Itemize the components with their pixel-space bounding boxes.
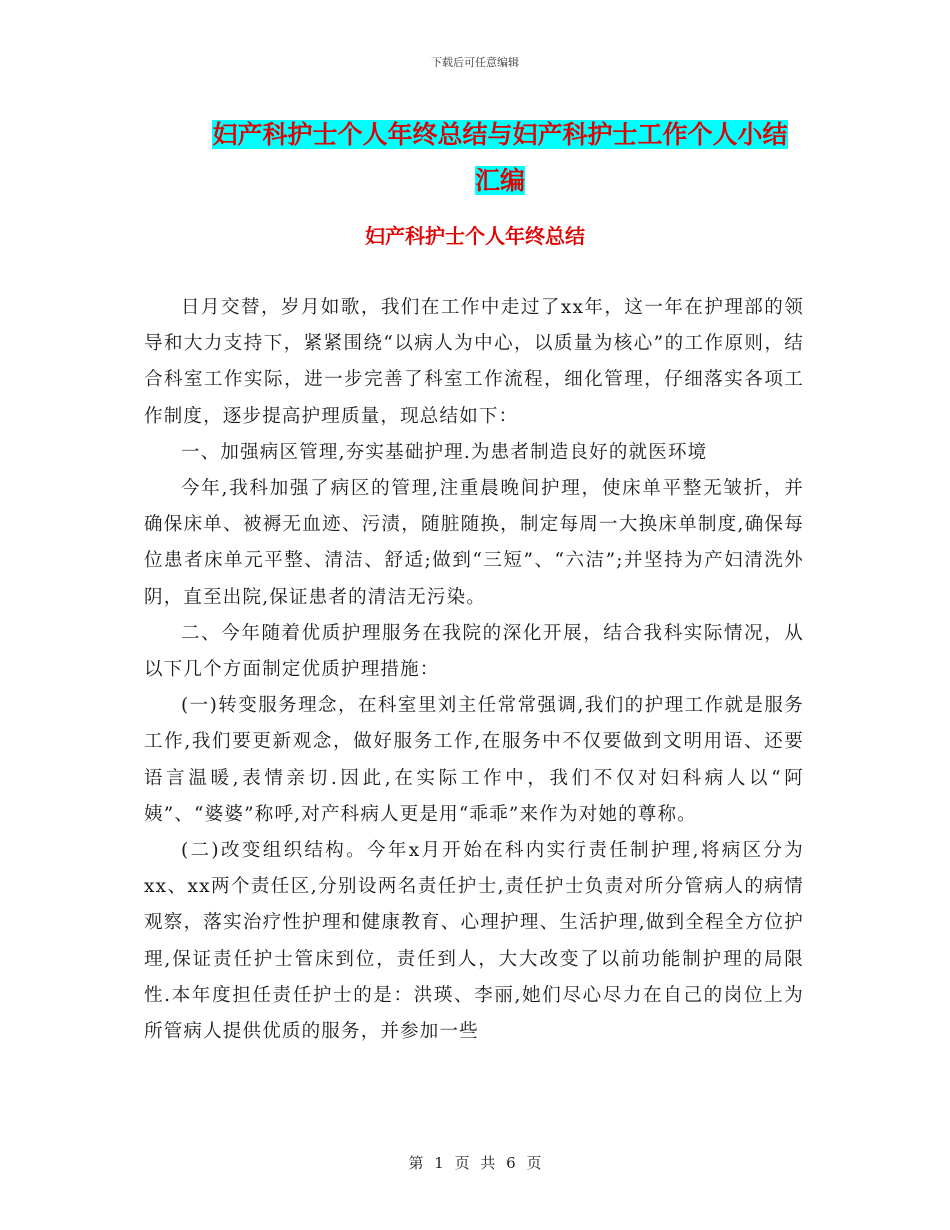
paragraph: (二)改变组织结构。今年x月开始在科内实行责任制护理,将病区分为xx、xx两个责任区,分别设两名责任护士,责任护士负责对所分管病人的病情观察，落实治疗性护理和健康教育、心理护理、生活护理,做到全程全方位护理,保证责任护士管床到位，责任到人，大大改变了以前功能制护理的局限性.本年度担任责任护士的是：洪瑛、李丽,她们尽心尽力在自己的岗位上为所管病人提供优质的服务，并参加一些: [144, 840, 804, 1043]
document-title: [150, 112, 850, 204]
document-title-line-1: 妇产科护士个人年终总结与妇产科护士工作个人小结: [212, 120, 788, 149]
paragraph: 日月交替，岁月如歌，我们在工作中走过了xx年，这一年在护理部的领导和大力支持下，紧紧围绕“以病人为中心，以质量为核心”的工作原则，结合科室工作实际，进一步完善了科室工作流程，细化管理，仔细落实各项工作制度，逐步提高护理质量，现总结如下：: [144, 297, 804, 427]
document-title-line-2: 汇编: [474, 166, 525, 195]
section-title: 妇产科护士个人年终总结: [365, 224, 585, 248]
page-header-note: 下载后可任意编辑: [431, 56, 519, 69]
paragraph: 二、今年随着优质护理服务在我院的深化开展，结合我科实际情况，从以下几个方面制定优质护理措施：: [144, 622, 804, 681]
page-number-footer: 第 1 页 共 6 页: [408, 1154, 542, 1172]
document-body: [144, 290, 804, 1050]
paragraph: 今年,我科加强了病区的管理,注重晨晚间护理，使床单平整无皱折，并确保床单、被褥无血迹、污渍，随脏随换，制定每周一大换床单制度,确保每位患者床单元平整、清洁、舒适;做到“三短”、“六洁”;并坚持为产妇清洗外阴，直至出院,保证患者的清洁无污染。: [144, 478, 804, 608]
paragraph: 一、加强病区管理,夯实基础护理.为患者制造良好的就医环境: [181, 441, 708, 463]
paragraph: (一)转变服务理念，在科室里刘主任常常强调,我们的护理工作就是服务工作,我们要更新观念，做好服务工作,在服务中不仅要做到文明用语、还要语言温暖,表情亲切.因此,在实际工作中，我们不仅对妇科病人以“阿姨”、“婆婆”称呼,对产科病人更是用“乖乖”来作为对她的尊称。: [144, 695, 804, 825]
